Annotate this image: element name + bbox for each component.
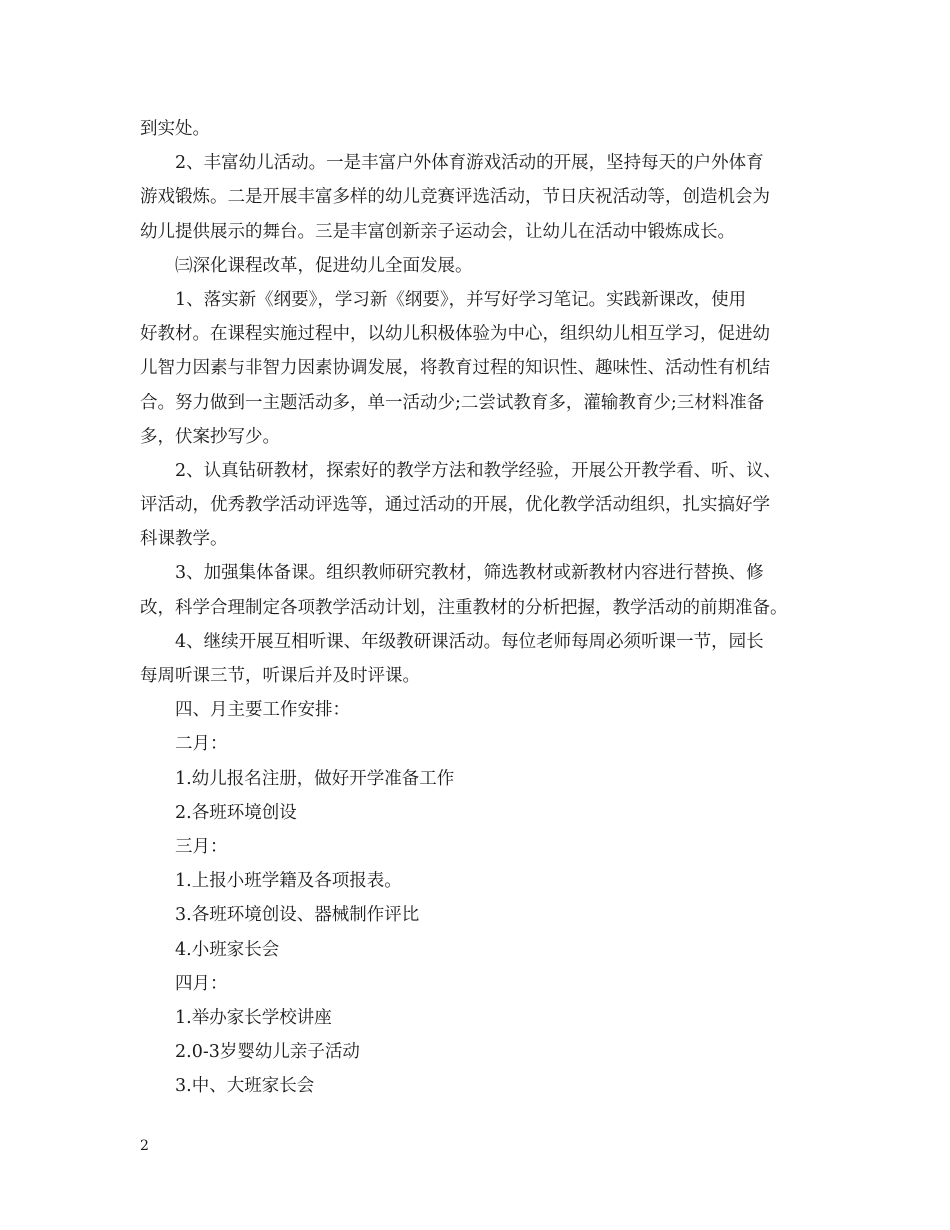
text-line: 1.幼儿报名注册，做好开学准备工作 <box>175 768 455 789</box>
text-line: 4.小班家长会 <box>175 939 280 960</box>
text-line: 1.上报小班学籍及各项报表。 <box>175 871 402 892</box>
text-line: 每周听课三节，听课后并及时评课。 <box>140 666 420 686</box>
text-line: 2、认真钻研教材，探索好的教学方法和教学经验，开展公开教学看、听、议、 <box>175 460 782 481</box>
text-line: 3.各班环境创设、器械制作评比 <box>175 905 420 926</box>
text-line: 好教材。在课程实施过程中，以幼儿积极体验为中心，组织幼儿相互学习，促进幼 <box>140 324 770 345</box>
text-line: ㈢深化课程改革，促进幼儿全面发展。 <box>175 255 473 276</box>
text-line: 评活动，优秀教学活动评选等，通过活动的开展，优化教学活动组织，扎实搞好学 <box>140 495 770 516</box>
text-line: 4、继续开展互相听课、年级教研课活动。每位老师每周必须听课一节，园长 <box>175 631 764 652</box>
text-line: 四月： <box>175 973 228 994</box>
text-line: 1.举办家长学校讲座 <box>175 1007 332 1028</box>
page-number: 2 <box>140 1138 149 1154</box>
text-line: 多，伏案抄写少。 <box>140 426 280 447</box>
text-line: 科课教学。 <box>140 529 228 550</box>
text-line: 3、加强集体备课。组织教师研究教材，筛选教材或新教材内容进行替换、修 <box>175 563 764 584</box>
text-line: 游戏锻炼。二是开展丰富多样的幼儿竞赛评选活动，节日庆祝活动等，创造机会为 <box>140 187 770 208</box>
text-line: 3.中、大班家长会 <box>175 1076 315 1097</box>
text-line: 到实处。 <box>140 119 210 139</box>
text-line: 儿智力因素与非智力因素协调发展，将教育过程的知识性、趣味性、活动性有机结 <box>140 358 770 379</box>
document-body <box>140 112 825 1103</box>
text-line: 2、丰富幼儿活动。一是丰富户外体育游戏活动的开展，坚持每天的户外体育 <box>175 153 764 174</box>
text-line: 四、月主要工作安排： <box>175 700 350 721</box>
text-line: 三月： <box>175 836 228 857</box>
text-line: 2.各班环境创设 <box>175 802 297 823</box>
text-line: 改，科学合理制定各项教学活动计划，注重教材的分析把握，教学活动的前期准备。 <box>140 597 788 618</box>
text-line: 合。努力做到一主题活动多，单一活动少;二尝试教育多，灌输教育少;三材料准备 <box>140 392 765 413</box>
text-line: 2.0-3岁婴幼儿亲子活动 <box>175 1042 360 1063</box>
text-line: 1、落实新《纲要》，学习新《纲要》，并写好学习笔记。实践新课改，使用 <box>175 289 747 310</box>
text-line: 幼儿提供展示的舞台。三是丰富创新亲子运动会，让幼儿在活动中锻炼成长。 <box>140 221 735 242</box>
text-line: 二月： <box>175 734 228 755</box>
